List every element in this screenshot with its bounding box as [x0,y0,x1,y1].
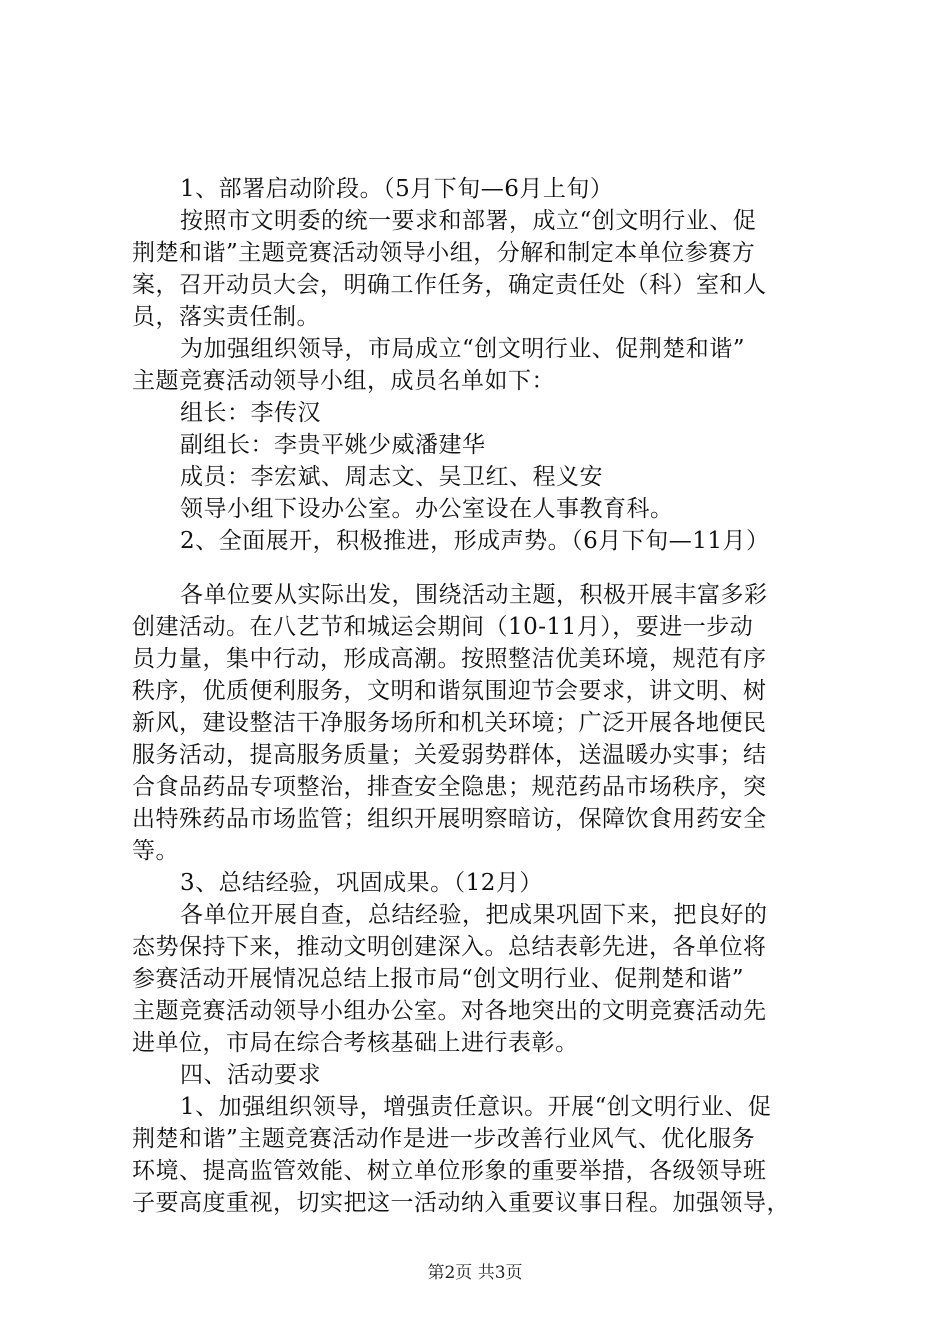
section-heading-summary: 3、总结经验，巩固成果。（12月） [180,870,543,896]
paragraph-line: 各单位开展自查，总结经验，把成果巩固下来，把良好的 [180,902,768,928]
section-heading-requirements: 四、活动要求 [180,1062,321,1088]
paragraph-line: 新风，建设整洁干净服务场所和机关环境；广泛开展各地便民 [132,710,767,736]
paragraph-line: 员力量，集中行动，形成高潮。按照整洁优美环境，规范有序 [132,646,767,672]
group-leader-line: 组长：李传汉 [180,400,321,426]
paragraph-line: 1、加强组织领导，增强责任意识。开展“创文明行业、促 [180,1094,772,1120]
members-line: 成员：李宏斌、周志文、吴卫红、程义安 [180,464,603,490]
paragraph-line: 荆楚和谐”主题竞赛活动作是进一步改善行业风气、优化服务 [132,1126,756,1152]
paragraph-line: 员，落实责任制。 [132,304,320,330]
paragraph-line: 秩序，优质便利服务，文明和谐氛围迎节会要求，讲文明、树 [132,678,767,704]
paragraph-line: 合食品药品专项整治，排查安全隐患；规范药品市场秩序，突 [132,774,767,800]
paragraph-line: 领导小组下设办公室。办公室设在人事教育科。 [180,496,674,522]
paragraph-line: 创建活动。在八艺节和城运会期间（10-11月），要进一步动 [132,614,754,640]
section-heading-deploy: 1、部署启动阶段。（5月下旬—6月上旬） [180,176,614,202]
paragraph-line: 态势保持下来，推动文明创建深入。总结表彰先进，各单位将 [132,934,767,960]
paragraph-line: 为加强组织领导，市局成立“创文明行业、促荆楚和谐” [180,336,746,362]
paragraph-line: 子要高度重视，切实把这一活动纳入重要议事日程。加强领导， [132,1190,790,1216]
section-heading-expand: 2、全面展开，积极推进，形成声势。（6月下旬—11月） [180,528,770,554]
paragraph-line: 案，召开动员大会，明确工作任务，确定责任处（科）室和人 [132,272,767,298]
paragraph-line: 各单位要从实际出发，围绕活动主题，积极开展丰富多彩 [180,582,768,608]
paragraph-line: 主题竞赛活动领导小组，成员名单如下： [132,368,555,394]
paragraph-line: 环境、提高监管效能、树立单位形象的重要举措，各级领导班 [132,1158,767,1184]
paragraph-line: 进单位，市局在综合考核基础上进行表彰。 [132,1030,579,1056]
page-number-footer: 第2页 共3页 [427,1263,523,1283]
paragraph-line: 主题竞赛活动领导小组办公室。对各地突出的文明竞赛活动先 [132,998,767,1024]
paragraph-line: 出特殊药品市场监管；组织开展明察暗访，保障饮食用药安全 [132,806,767,832]
paragraph-line: 服务活动，提高服务质量；关爱弱势群体，送温暖办实事；结 [132,742,767,768]
paragraph-line: 按照市文明委的统一要求和部署，成立“创文明行业、促 [180,208,757,234]
deputy-leader-line: 副组长：李贵平姚少威潘建华 [180,432,486,458]
paragraph-line: 等。 [132,838,179,864]
paragraph-line: 参赛活动开展情况总结上报市局“创文明行业、促荆楚和谐” [132,966,745,992]
paragraph-line: 荆楚和谐”主题竞赛活动领导小组，分解和制定本单位参赛方 [132,240,756,266]
